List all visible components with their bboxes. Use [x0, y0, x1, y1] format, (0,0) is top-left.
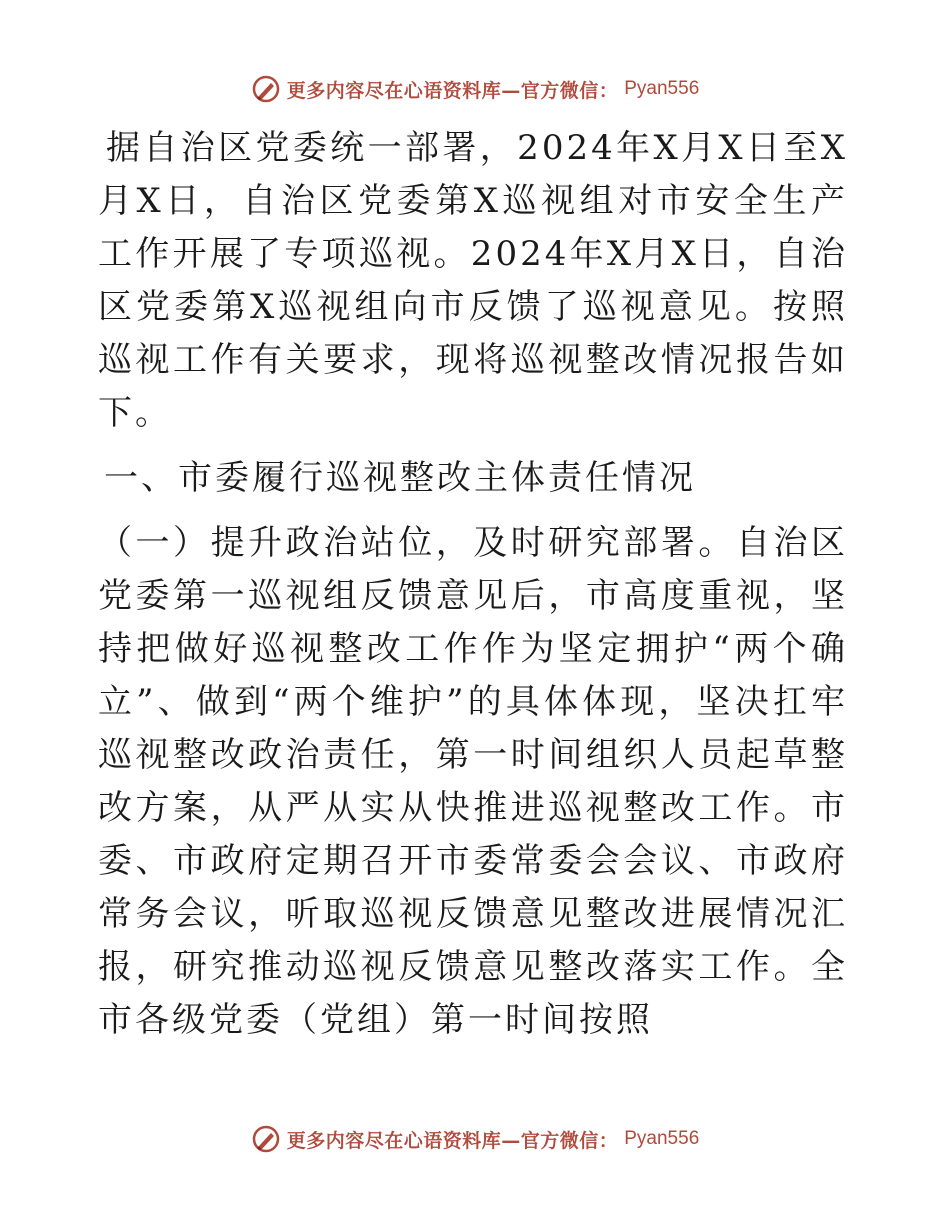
paragraph-intro: 据自治区党委统一部署，2024年X月X日至X月X日，自治区党委第X巡视组对市安全生产工作开展了专项巡视。2024年X月X日，自治区党委第X巡视组向市反馈了巡视意见。按照巡视工作有关要求，现将巡视整改情况报告如下。 [98, 128, 848, 433]
watermark-footer [0, 1124, 950, 1154]
pen-logo-icon [251, 1124, 281, 1154]
paragraph-section-1: （一）提升政治站位，及时研究部署。自治区党委第一巡视组反馈意见后，市高度重视，坚持把做好巡视整改工作作为坚定拥护“两个确立”、做到“两个维护”的具体体现，坚决扛牢巡视整改政治责任，第一时间组织人员起草整改方案，从严从实从快推进巡视整改工作。市委、市政府定期召开市委常委会会议、市政府常务会议，听取巡视反馈意见整改进展情况汇报，研究推动巡视反馈意见整改落实工作。全市各级党委（党组）第一时间按照 [98, 523, 848, 1040]
section-heading: 一、市委履行巡视整改主体责任情况 [104, 458, 696, 498]
watermark-contact: Pyan556 [624, 78, 700, 99]
watermark-header [0, 74, 950, 104]
pen-logo-icon [251, 74, 281, 104]
watermark-contact: Pyan556 [624, 1128, 700, 1149]
watermark-text: 更多内容尽在心语资料库—官方微信： [286, 79, 619, 102]
document-body [98, 122, 848, 1047]
watermark-text: 更多内容尽在心语资料库—官方微信： [286, 1129, 619, 1152]
